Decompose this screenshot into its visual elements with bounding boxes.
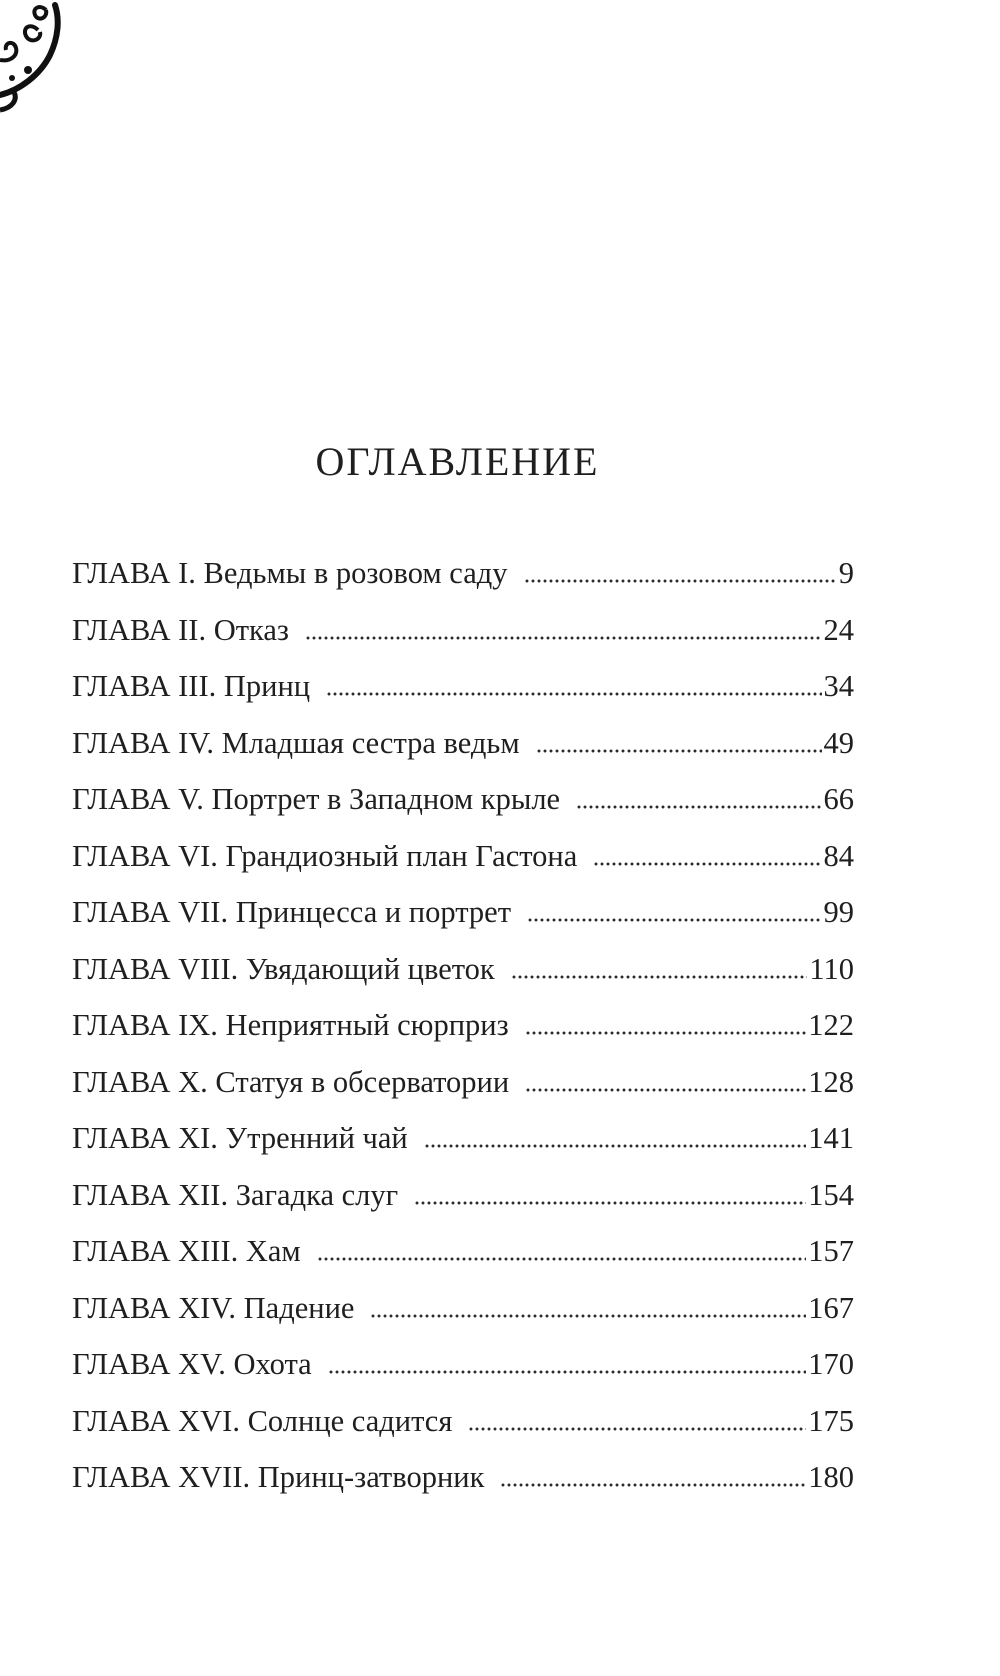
toc-entry — [72, 1167, 854, 1224]
toc-entry — [72, 1110, 854, 1167]
page-number: 49 — [823, 725, 854, 760]
page-number: 180 — [808, 1460, 854, 1494]
dot-leader — [326, 692, 821, 696]
page-number: 157 — [808, 1234, 854, 1268]
dot-leader — [511, 975, 808, 979]
dot-leader — [525, 1088, 806, 1092]
toc-entry — [72, 1223, 854, 1280]
chapter-title: ГЛАВА VI. Грандиозный план Гастона — [72, 838, 578, 873]
page-number: 167 — [808, 1290, 854, 1325]
toc-entry — [72, 1280, 854, 1337]
chapter-title: ГЛАВА XV. Охота — [72, 1347, 312, 1381]
page-number: 170 — [808, 1347, 854, 1381]
dot-leader — [468, 1427, 806, 1431]
chapter-title: ГЛАВА II. Отказ — [72, 612, 289, 647]
chapter-title: ГЛАВА IV. Младшая сестра ведьм — [72, 725, 520, 760]
toc-entry — [72, 884, 854, 941]
toc-entry — [72, 602, 854, 659]
toc-entry — [72, 715, 854, 772]
dot-leader — [414, 1201, 806, 1205]
page-number: 34 — [823, 669, 854, 703]
dot-leader — [328, 1370, 807, 1374]
page-number: 66 — [823, 782, 854, 816]
chapter-title: ГЛАВА VII. Принцесса и портрет — [72, 895, 512, 929]
dot-leader — [305, 636, 822, 640]
chapter-title: ГЛАВА XIV. Падение — [72, 1290, 355, 1325]
toc-entry — [72, 545, 854, 602]
toc-entry — [72, 1054, 854, 1111]
dot-leader — [536, 749, 822, 753]
toc-entry — [72, 828, 854, 885]
toc-entry — [72, 1393, 854, 1450]
toc-entry — [72, 941, 854, 998]
page-number: 110 — [809, 951, 854, 986]
page-number: 175 — [808, 1403, 854, 1438]
dot-leader — [576, 805, 821, 809]
page-number: 24 — [823, 612, 854, 647]
toc-entry — [72, 1336, 854, 1393]
toc-entry — [72, 997, 854, 1054]
page-number: 99 — [823, 895, 854, 929]
dot-leader — [317, 1257, 807, 1261]
chapter-title: ГЛАВА XVI. Солнце садится — [72, 1403, 453, 1438]
toc-entry — [72, 771, 854, 828]
dot-leader — [525, 1031, 807, 1035]
chapter-title: ГЛАВА IX. Неприятный сюрприз — [72, 1008, 509, 1042]
dot-leader — [593, 862, 821, 866]
chapter-title: ГЛАВА XVII. Принц-затворник — [72, 1460, 485, 1494]
page-number: 128 — [808, 1064, 854, 1099]
chapter-title: ГЛАВА XI. Утренний чай — [72, 1121, 408, 1155]
dot-leader — [424, 1144, 806, 1148]
chapter-title: ГЛАВА VIII. Увядающий цветок — [72, 951, 495, 986]
page-number: 141 — [808, 1121, 854, 1155]
chapter-title: ГЛАВА V. Портрет в Западном крыле — [72, 782, 561, 816]
chapter-title: ГЛАВА III. Принц — [72, 669, 311, 703]
chapter-title: ГЛАВА XIII. Хам — [72, 1234, 301, 1268]
toc-entry — [72, 1449, 854, 1506]
chapter-title: ГЛАВА XII. Загадка слуг — [72, 1177, 399, 1212]
dot-leader — [370, 1314, 806, 1318]
page-title: ОГЛАВЛЕНИЕ — [315, 439, 600, 484]
table-of-contents — [72, 545, 854, 1506]
dot-leader — [500, 1483, 806, 1487]
page-number: 84 — [823, 838, 854, 873]
page-number: 9 — [838, 556, 854, 590]
flourish-ornament-icon — [0, 0, 70, 120]
chapter-title: ГЛАВА X. Статуя в обсерватории — [72, 1064, 510, 1099]
chapter-title: ГЛАВА I. Ведьмы в розовом саду — [72, 556, 508, 590]
page-number: 154 — [808, 1177, 854, 1212]
dot-leader — [524, 579, 837, 583]
page-number: 122 — [808, 1008, 854, 1042]
dot-leader — [527, 918, 821, 922]
toc-entry — [72, 658, 854, 715]
